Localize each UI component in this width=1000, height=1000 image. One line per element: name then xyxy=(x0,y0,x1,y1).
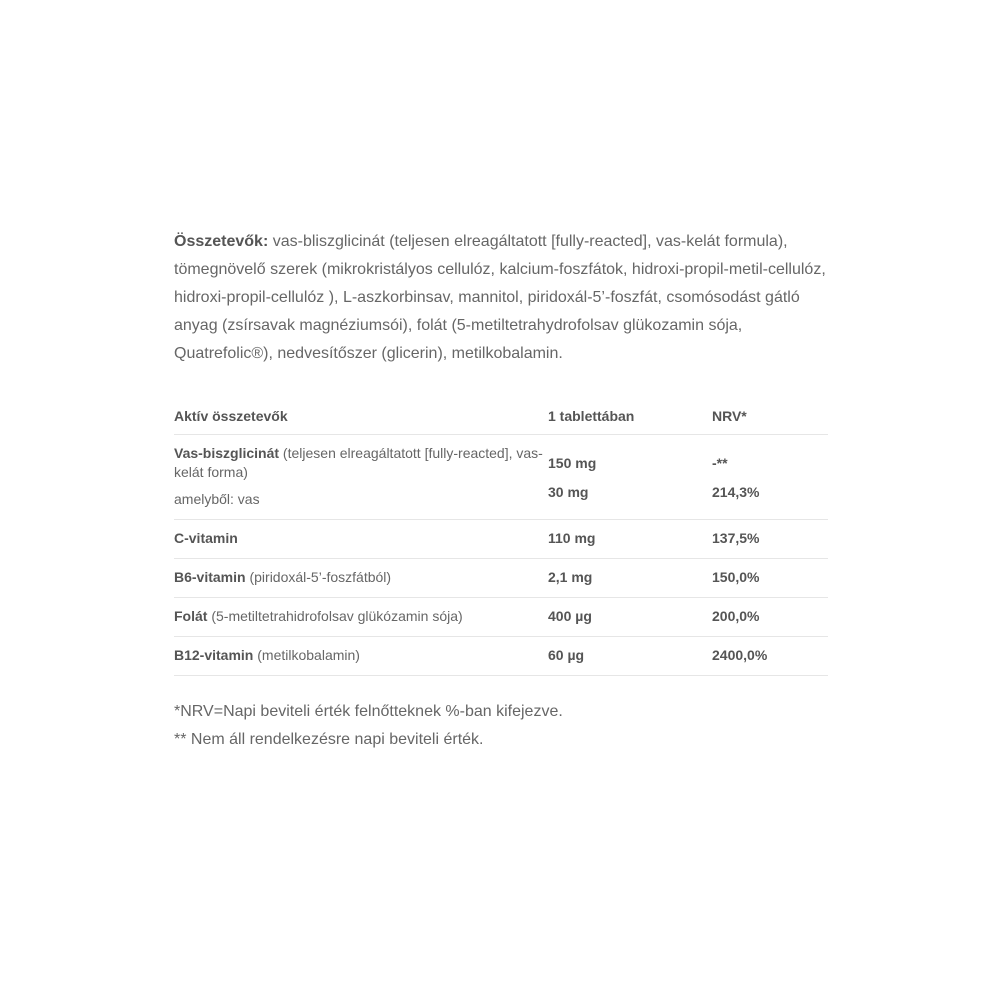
amount-value: 2,1 mg xyxy=(548,569,593,585)
ingredient-cell xyxy=(174,520,548,559)
amount-cell xyxy=(548,637,712,676)
nrv-value: 137,5% xyxy=(712,530,760,546)
ingredient-name: Vas-biszglicinát xyxy=(174,445,280,461)
nrv-cell xyxy=(712,520,828,559)
nrv-cell xyxy=(712,598,828,637)
ingredient-name: Folát xyxy=(174,608,208,624)
nrv-value: -** xyxy=(712,455,728,471)
amount-cell xyxy=(548,598,712,637)
header-per-tablet: 1 tablettában xyxy=(548,400,712,435)
table-row xyxy=(174,435,828,520)
table-row xyxy=(174,598,828,637)
footnotes xyxy=(174,698,828,754)
ingredient-name: B12-vitamin xyxy=(174,647,254,663)
amount-cell xyxy=(548,559,712,598)
nutrition-table xyxy=(174,400,828,676)
nrv-value: 2400,0% xyxy=(712,647,768,663)
nrv-value: 150,0% xyxy=(712,569,760,585)
table-row xyxy=(174,637,828,676)
footnote-nrv: *NRV=Napi beviteli érték felnőtteknek %-ban kifejezve. xyxy=(174,703,563,720)
footnote-no-value: ** Nem áll rendelkezésre napi beviteli érték. xyxy=(174,731,484,748)
ingredient-cell xyxy=(174,598,548,637)
ingredient-name: B6-vitamin xyxy=(174,569,246,585)
table-header-row xyxy=(174,400,828,435)
nrv-cell xyxy=(712,435,828,520)
product-info xyxy=(174,228,828,754)
nrv-value-sub: 214,3% xyxy=(712,484,760,500)
nrv-cell xyxy=(712,637,828,676)
ingredients-label: Összetevők: xyxy=(174,233,269,250)
ingredients-text: vas-bliszglicinát (teljesen elreagáltatott [fully-reacted], vas-kelát formula), tömegnövelő szerek (mikrokristályos cellulóz, kalcium-foszfátok, hidroxi-propil-metil-cellulóz, hidroxi-propil-cellulóz ), L-aszkorbinsav, mannitol, piridoxál-5’-foszfát, csomósodást gátló anyag (zsírsavak magnéziumsói), folát (5-metiltetrahydrofolsav glükozamin sója, Quatrefolic®), nedvesítőszer (glicerin), metilkobalamin. xyxy=(174,233,826,362)
nrv-cell xyxy=(712,559,828,598)
ingredient-cell xyxy=(174,559,548,598)
amount-value: 60 µg xyxy=(548,647,585,663)
ingredient-cell xyxy=(174,435,548,520)
ingredients-paragraph xyxy=(174,228,828,368)
amount-value-sub: 30 mg xyxy=(548,484,589,500)
amount-cell xyxy=(548,435,712,520)
ingredient-sub: amelyből: vas xyxy=(174,491,260,507)
ingredient-desc: (teljesen elreagáltatott [fully-reacted], vas-kelát forma) xyxy=(174,445,543,480)
header-nrv: NRV* xyxy=(712,400,828,435)
table-row xyxy=(174,520,828,559)
amount-value: 110 mg xyxy=(548,530,596,546)
table-row xyxy=(174,559,828,598)
ingredient-name: C-vitamin xyxy=(174,530,238,546)
ingredient-cell xyxy=(174,637,548,676)
ingredient-desc: (5-metiltetrahidrofolsav glükózamin sója) xyxy=(207,608,463,624)
ingredient-desc: (metilkobalamin) xyxy=(253,647,360,663)
amount-cell xyxy=(548,520,712,559)
header-active-ingredients: Aktív összetevők xyxy=(174,400,548,435)
amount-value: 400 µg xyxy=(548,608,592,624)
nrv-value: 200,0% xyxy=(712,608,760,624)
ingredient-desc: (piridoxál-5’-foszfátból) xyxy=(245,569,392,585)
amount-value: 150 mg xyxy=(548,455,597,471)
